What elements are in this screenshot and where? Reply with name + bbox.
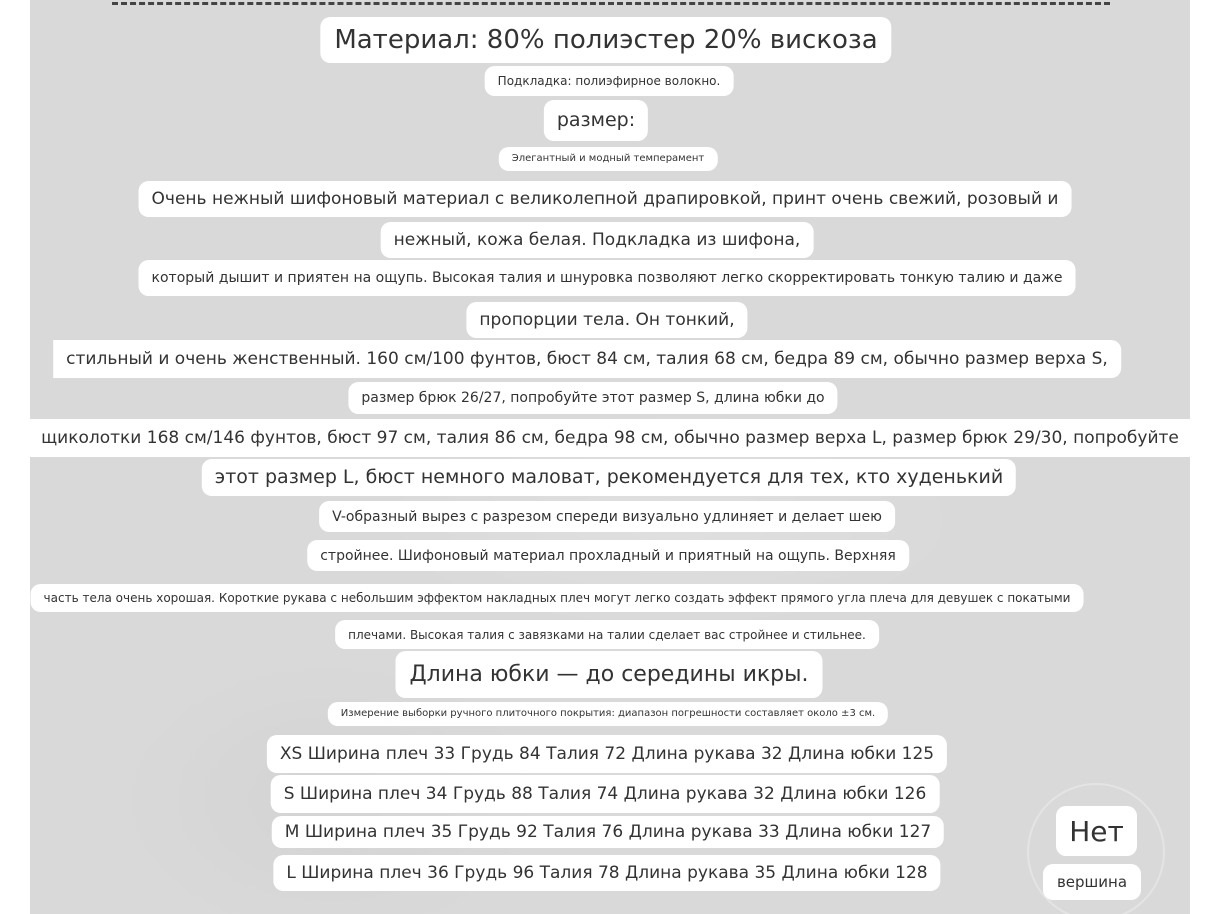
description-line: пропорции тела. Он тонкий, bbox=[466, 302, 747, 338]
skirt-length-line: Длина юбки — до середины икры. bbox=[395, 651, 822, 698]
back-to-top-button[interactable]: вершина bbox=[1043, 864, 1141, 900]
description-line: V-образный вырез с разрезом спереди визуально удлиняет и делает шею bbox=[319, 501, 895, 532]
size-row-xs: XS Ширина плеч 33 Грудь 84 Талия 72 Длина рукава 32 Длина юбки 125 bbox=[267, 735, 947, 773]
description-line: плечами. Высокая талия с завязками на талии сделает вас стройнее и стильнее. bbox=[335, 620, 879, 649]
description-line: стильный и очень женственный. 160 см/100 фунтов, бюст 84 см, талия 68 см, бедра 89 см, обычно размер верха S, bbox=[53, 340, 1121, 378]
style-line: Элегантный и модный темперамент bbox=[499, 147, 718, 171]
no-label[interactable]: Нет bbox=[1056, 806, 1137, 856]
description-line: Очень нежный шифоновый материал с великолепной драпировкой, принт очень свежий, розовый и bbox=[139, 181, 1072, 217]
material-line: Материал: 80% полиэстер 20% вискоза bbox=[320, 17, 891, 63]
measurement-note: Измерение выборки ручного плиточного покрытия: диапазон погрешности составляет около ±3 см. bbox=[328, 702, 888, 726]
description-line: размер брюк 26/27, попробуйте этот размер S, длина юбки до bbox=[348, 382, 837, 414]
description-line: который дышит и приятен на ощупь. Высокая талия и шнуровка позволяют легко скорректировать тонкую талию и даже bbox=[139, 260, 1076, 296]
lining-line: Подкладка: полиэфирное волокно. bbox=[485, 66, 734, 96]
description-line: щиколотки 168 см/146 фунтов, бюст 97 см, талия 86 см, бедра 98 см, обычно размер верха L, размер брюк 29/30, попробуйте bbox=[28, 419, 1192, 457]
size-heading: размер: bbox=[544, 100, 648, 141]
description-line: нежный, кожа белая. Подкладка из шифона, bbox=[381, 222, 814, 258]
size-row-m: M Ширина плеч 35 Грудь 92 Талия 76 Длина рукава 33 Длина юбки 127 bbox=[272, 816, 944, 848]
size-row-l: L Ширина плеч 36 Грудь 96 Талия 78 Длина рукава 35 Длина юбки 128 bbox=[273, 855, 940, 891]
dashed-divider bbox=[112, 2, 1110, 5]
description-line: стройнее. Шифоновый материал прохладный и приятный на ощупь. Верхняя bbox=[307, 540, 909, 571]
description-line: часть тела очень хорошая. Короткие рукава с небольшим эффектом накладных плеч могут легко создать эффект прямого угла плеча для девушек с покатыми bbox=[31, 584, 1084, 612]
size-row-s: S Ширина плеч 34 Грудь 88 Талия 74 Длина рукава 32 Длина юбки 126 bbox=[271, 775, 940, 813]
description-line: этот размер L, бюст немного маловат, рекомендуется для тех, кто худенький bbox=[202, 459, 1016, 496]
